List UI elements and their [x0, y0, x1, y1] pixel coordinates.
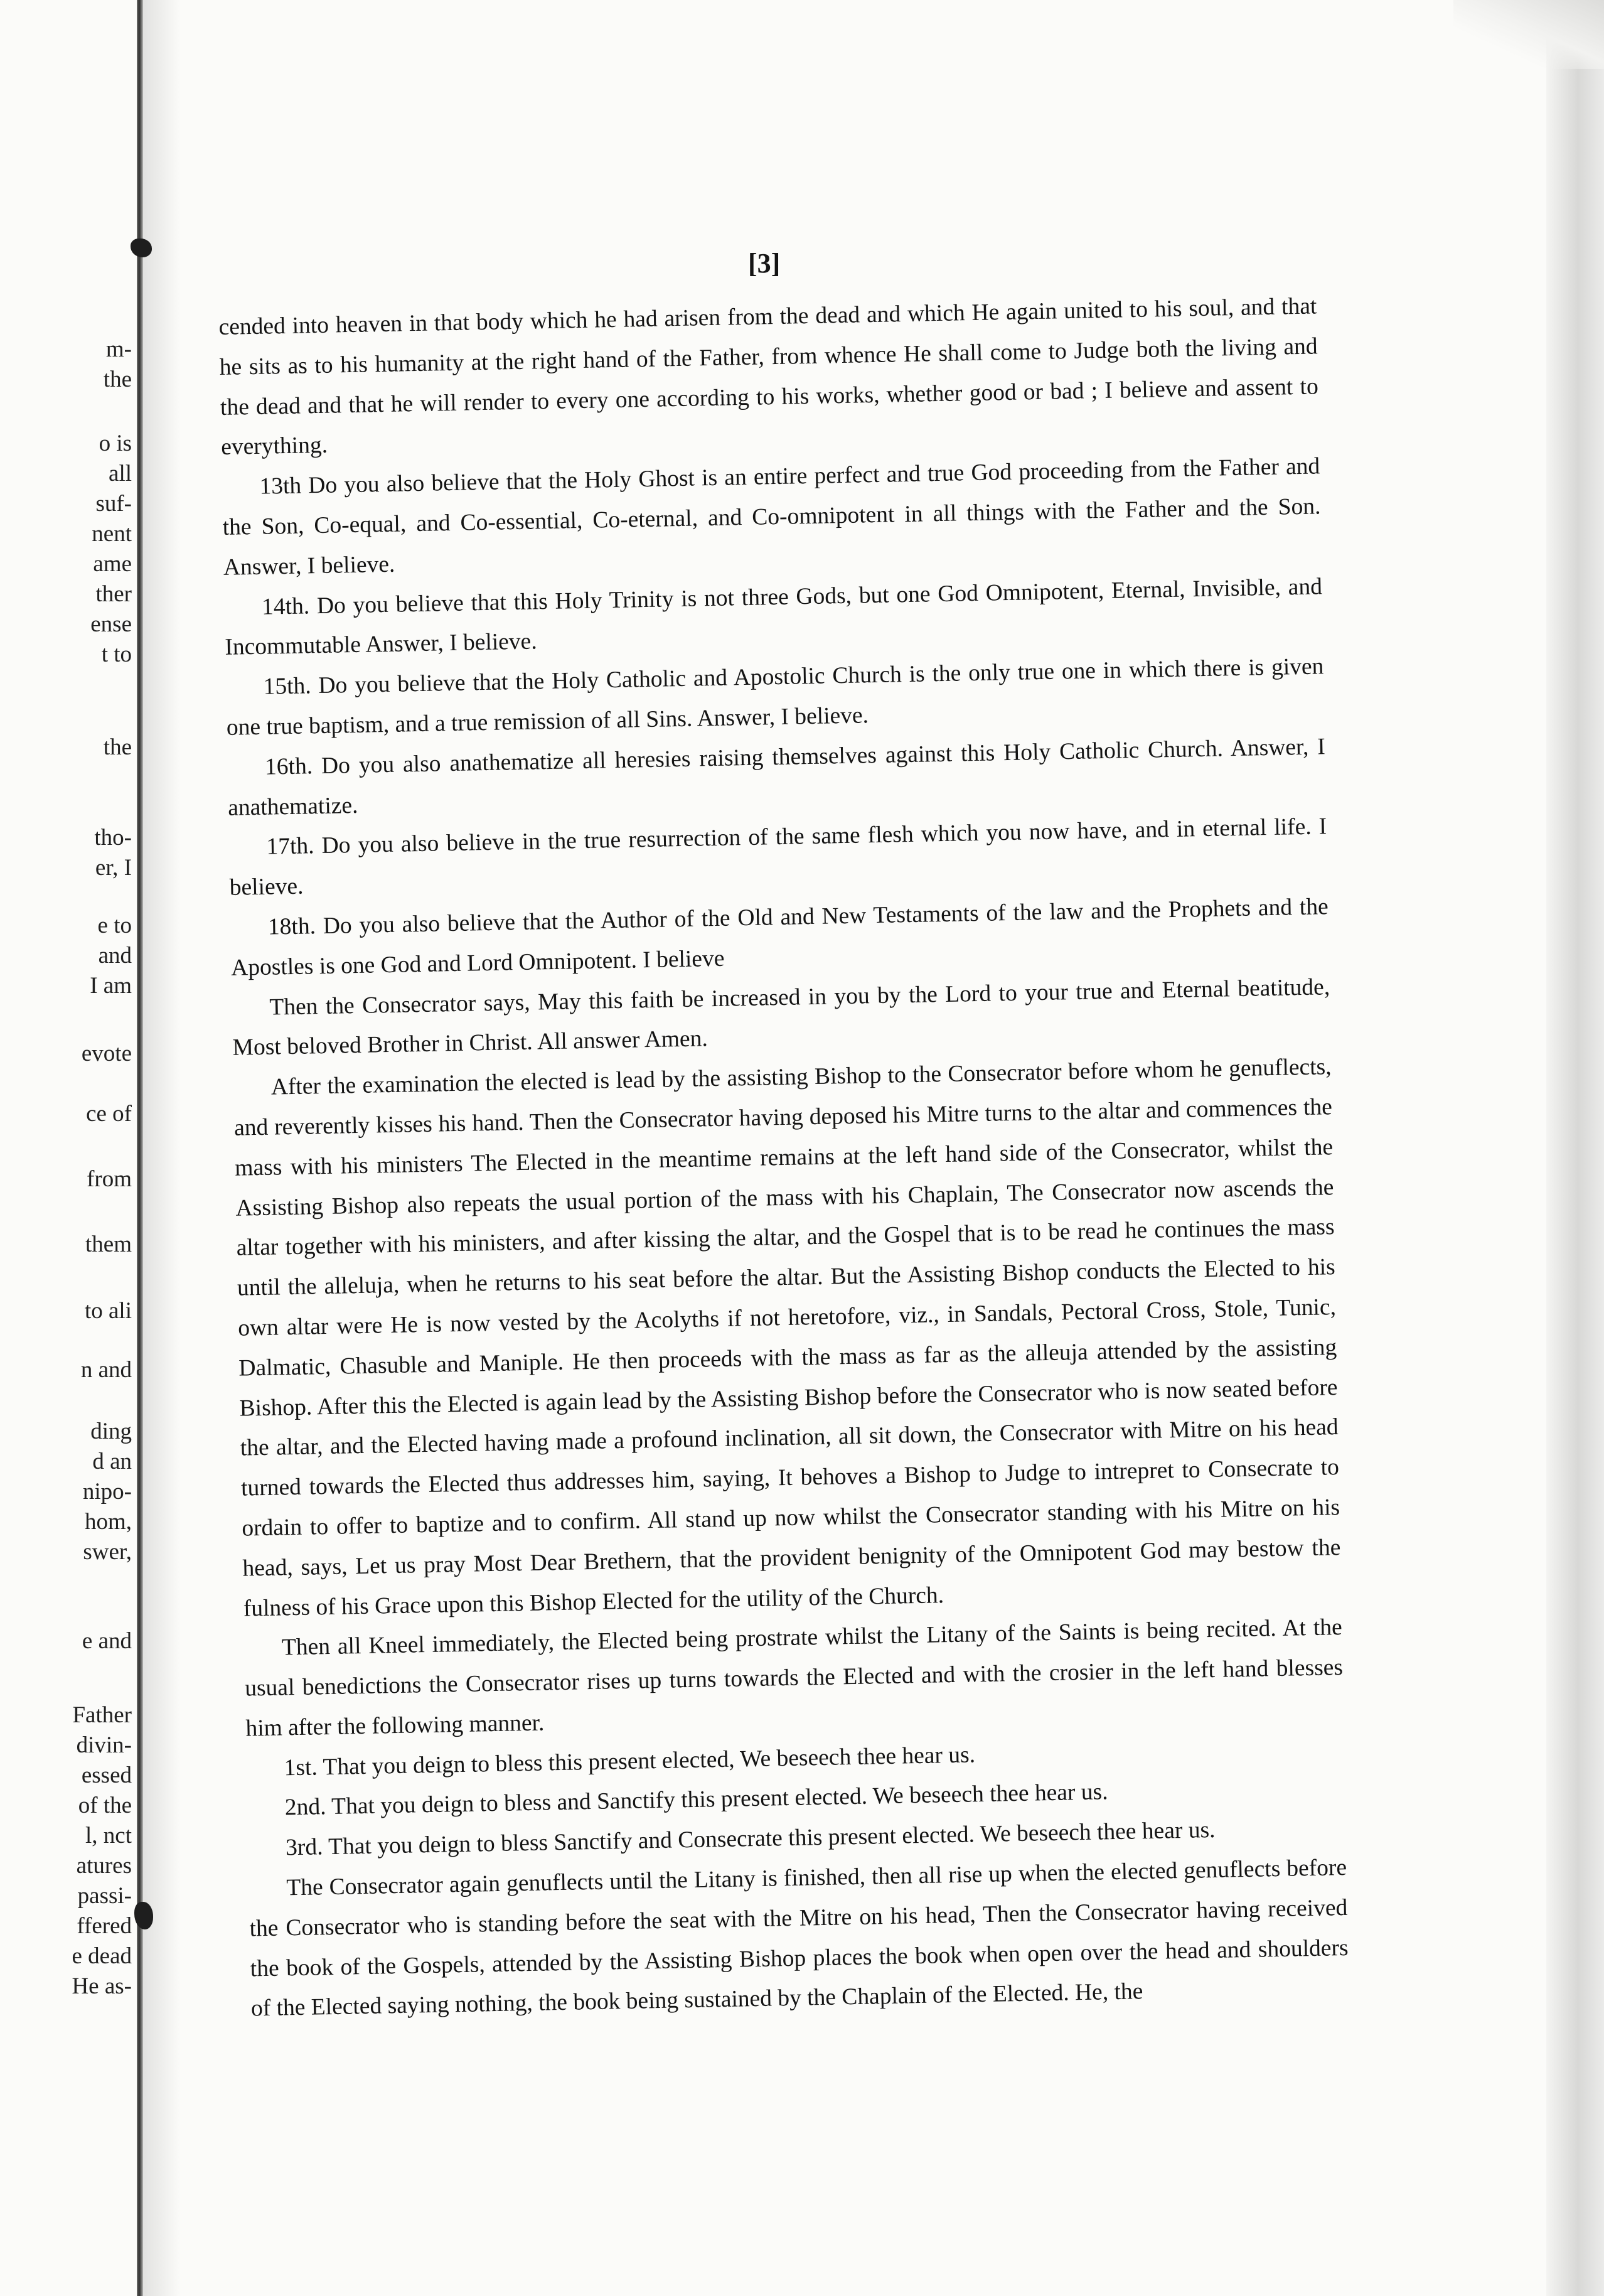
paragraph: After the examination the elected is lead by the assisting Bishop to the Consecrator before whom he genuflects, and reverently kisses his hand. Then the Consecrator having deposed his Mitre turns to the altar and commences the mass with his ministers The Elected in the meantime remains at the left hand side of the Consecrator, whilst the Assisting Bishop also repeats the usual portion of the mass with his Chaplain, The Consecrator now ascends the altar together with his ministers, and after kissing the altar, and the Gospel that is to be read he continues the mass until the alleluja, when he returns to his seat before the altar. But the Assisting Bishop conducts the Elected to his own altar were He is now vested by the Acolyths if not heretofore, viz., in Sandals, Pectoral Cross, Stole, Tunic, Dalmatic, Chasuble and Maniple. He then proceeds with the mass as far as the alleuja attended by the assisting Bishop. After this the Elected is again lead by the Assisting Bishop before the Consecrator who is now seated before the altar, and the Elected having made a profound inclination, all sit down, the Consecrator with Mitre on his head turned towards the Elected thus addresses him, saying, It behoves a Bishop to Judge to intrepret to Consecrate to ordain to offer to baptize and to confirm. All stand up now whilst the Consecrator standing with his Mitre on his head, says, Let us pray Most Dear Brethern, that the provident benignity of the Omnipotent God may bestow the fulness of his Grace upon this Bishop Elected for the utility of the Church. — [233, 1054, 1341, 1622]
paragraph: 15th. Do you believe that the Holy Catholic and Apostolic Church is the only true one in which there is given one true baptism, and a true remission of all Sins. Answer, I believe. — [226, 653, 1324, 741]
paragraph: Then the Consecrator says, May this faith be increased in you by the Lord to your true and Eternal beatitude, Most beloved Brother in Christ. All answer Amen. — [232, 974, 1330, 1061]
fragment-line: swer, — [83, 1539, 132, 1565]
paragraph: 3rd. That you deign to bless Sanctify and Consecrate this present elected. We beseech thee hear us. — [285, 1817, 1216, 1861]
fragment-line: ther — [95, 581, 132, 607]
paragraph: 17th. Do you also believe in the true resurrection of the same flesh which you now have, and in eternal life. I believe. — [229, 813, 1327, 901]
fragment-line: them — [85, 1231, 132, 1257]
paragraph: The Consecrator again genuflects until the Litany is finished, then all rise up when the elected genuflects before the Consecrator who is standing before the seat with the Mitre on his head, Then the Consecrator having received the book of the Gospels, attended by the Assisting Bishop places the book when open over the head and shoulders of the Elected saying nothing, the book being sustained by the Chaplain of the Elected. He, the — [249, 1855, 1349, 2022]
fragment-line: n and — [80, 1357, 132, 1383]
fragment-line: tho- — [94, 825, 132, 850]
fragment-line: the — [103, 367, 132, 392]
fragment-line: er, I — [95, 855, 132, 881]
fragment-line: all — [109, 461, 132, 486]
paragraph: cended into heaven in that body which he had arisen from the dead and which He again united to his soul, and that he sits as to his humanity at the right hand of the Father, from whence He shall come to Judge both the living and the dead and that he will render to every one according to his works, whether good or bad ; I believe and assent to everything. — [218, 293, 1319, 461]
paragraph: 13th Do you also believe that the Holy Ghost is an entire perfect and true God proceeding from the Father and the Son, Co-equal, and Co-essential, Co-eternal, and Co-omnipotent in all things with the Father and the Son. Answer, I believe. — [222, 453, 1321, 581]
fragment-line: to ali — [84, 1298, 132, 1324]
fragment-line: ce of — [86, 1101, 132, 1127]
paragraph: 1st. That you deign to bless this present elected, We beseech thee hear us. — [284, 1741, 976, 1781]
page-edge-shadow — [1546, 0, 1604, 2296]
facing-page-fragment — [0, 264, 132, 2021]
paragraph: 2nd. That you deign to bless and Sanctify this present elected. We beseech thee hear us. — [284, 1779, 1108, 1821]
fragment-line: ense — [90, 611, 132, 637]
fragment-line: from — [87, 1166, 132, 1192]
fragment-line: nipo- — [82, 1479, 132, 1505]
fragment-line: m- — [105, 336, 132, 362]
fragment-line: e dead — [72, 1943, 132, 1969]
fragment-line: e to — [97, 913, 132, 938]
fragment-line: e and — [82, 1628, 132, 1654]
fragment-line: passi- — [77, 1883, 132, 1909]
fragment-line: He as- — [72, 1973, 132, 1999]
binding-gutter — [137, 0, 143, 2296]
fragment-line: I am — [90, 973, 132, 999]
fragment-line: of the — [78, 1793, 132, 1818]
paragraph: 14th. Do you believe that this Holy Trinity is not three Gods, but one God Omnipotent, Eternal, Invisible, and Incommutable Answer, I believe. — [225, 573, 1323, 661]
fragment-line: nent — [92, 521, 132, 547]
page-corner-curl — [1453, 0, 1604, 69]
binding-thread-mark — [131, 239, 152, 257]
fragment-line: suf- — [95, 491, 132, 517]
paragraph: 16th. Do you also anathematize all heresies raising themselves against this Holy Catholic Church. Answer, I anathematize. — [227, 734, 1326, 821]
fragment-line: d an — [92, 1449, 132, 1474]
fragment-line: evote — [81, 1041, 132, 1066]
paragraph: Then all Kneel immediately, the Elected being prostrate whilst the Litany of the Saints is being recited. At the usual benedictions the Consecrator rises up turns towards the Elected and with the crosier in the left hand blesses him after the following manner. — [244, 1614, 1344, 1742]
fragment-line: ame — [93, 551, 132, 577]
fragment-line: divin- — [76, 1732, 132, 1758]
page-number: [3] — [748, 248, 781, 279]
fragment-line: ffered — [77, 1913, 132, 1939]
gutter-shadow — [143, 0, 181, 2296]
fragment-line: l, nct — [85, 1823, 132, 1848]
fragment-line: the — [103, 734, 132, 760]
fragment-line: atures — [76, 1853, 132, 1879]
fragment-line: and — [98, 943, 132, 968]
fragment-line: essed — [81, 1762, 132, 1788]
fragment-line: hom, — [84, 1509, 132, 1535]
fragment-line: o is — [99, 431, 132, 456]
paragraph: 18th. Do you also believe that the Author of the Old and New Testaments of the law and the Prophets and the Apostles is one God and Lord Omnipotent. I believe — [230, 894, 1329, 981]
fragment-line: t to — [101, 641, 132, 667]
body-text — [218, 286, 1349, 2029]
fragment-line: ding — [90, 1419, 132, 1444]
fragment-line: Father — [72, 1702, 132, 1728]
